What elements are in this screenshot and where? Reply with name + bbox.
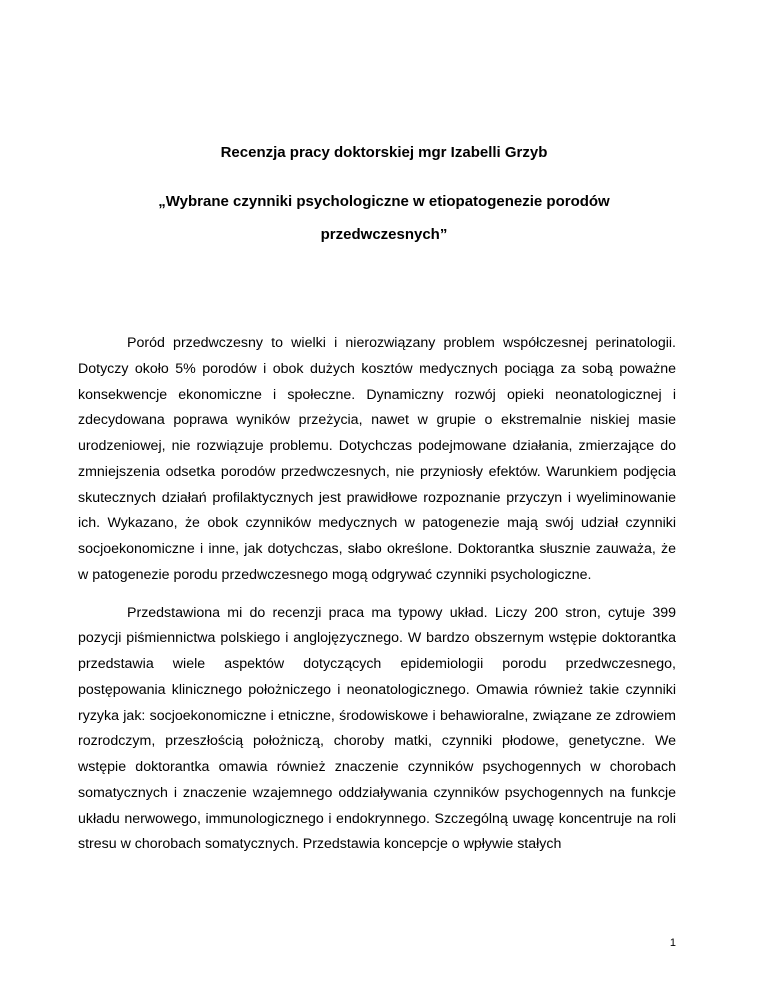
paragraph-2: Przedstawiona mi do recenzji praca ma typowy układ. Liczy 200 stron, cytuje 399 pozycji piśmiennictwa polskiego i anglojęzycznego. W bardzo obszernym wstępie doktorantka przedstawia wiele aspektów dotyczących epidemiologii porodu przedwczesnego, postępowania klinicznego położniczego i neonatologicznego. Omawia również takie czynniki ryzyka jak: socjoekonomiczne i etniczne, środowiskowe i behawioralne, związane ze zdrowiem rozrodczym, przeszłością położniczą, choroby matki, czynniki płodowe, genetyczne. We wstępie doktorantka omawia również znaczenie czynników psychogennych w chorobach somatycznych i znaczenie wzajemnego oddziaływania czynników psychogennych na funkcje układu nerwowego, immunologicznego i endokrynnego. Szczególną uwagę koncentruje na roli stresu w chorobach somatycznych. Przedstawia koncepcje o wpływie stałych bbox=[78, 604, 676, 853]
paragraph-1: Poród przedwczesny to wielki i nierozwiązany problem współczesnej perinatologii. Dotyczy około 5% porodów i obok dużych kosztów medycznych pociąga za sobą poważne konsekwencje ekonomiczne i społeczne. Dynamiczny rozwój opieki neonatologicznej i zdecydowana poprawa wyników przeżycia, nawet w grupie o ekstremalnie niskiej masie urodzeniowej, nie rozwiązuje problemu. Dotychczas podejmowane działania, zmierzające do zmniejszenia odsetka porodów przedwczesnych, nie przyniosły efektów. Warunkiem podjęcia skutecznych działań profilaktycznych jest prawidłowe rozpoznanie przyczyn i wyeliminowanie ich. Wykazano, że obok czynników medycznych w patogenezie mają swój udział czynniki socjoekonomiczne i inne, jak dotychczas, słabo określone. Doktorantka słusznie zauważa, że w patogenezie porodu przedwczesnego mogą odgrywać czynniki psychologiczne. bbox=[78, 335, 676, 583]
document-subtitle: „Wybrane czynniki psychologiczne w etiopatogenezie porodów przedwczesnych” bbox=[158, 193, 610, 243]
document-body bbox=[78, 331, 676, 858]
document-title: Recenzja pracy doktorskiej mgr Izabelli Grzyb bbox=[220, 144, 548, 161]
page-number: 1 bbox=[669, 937, 676, 949]
title-block bbox=[0, 141, 768, 251]
